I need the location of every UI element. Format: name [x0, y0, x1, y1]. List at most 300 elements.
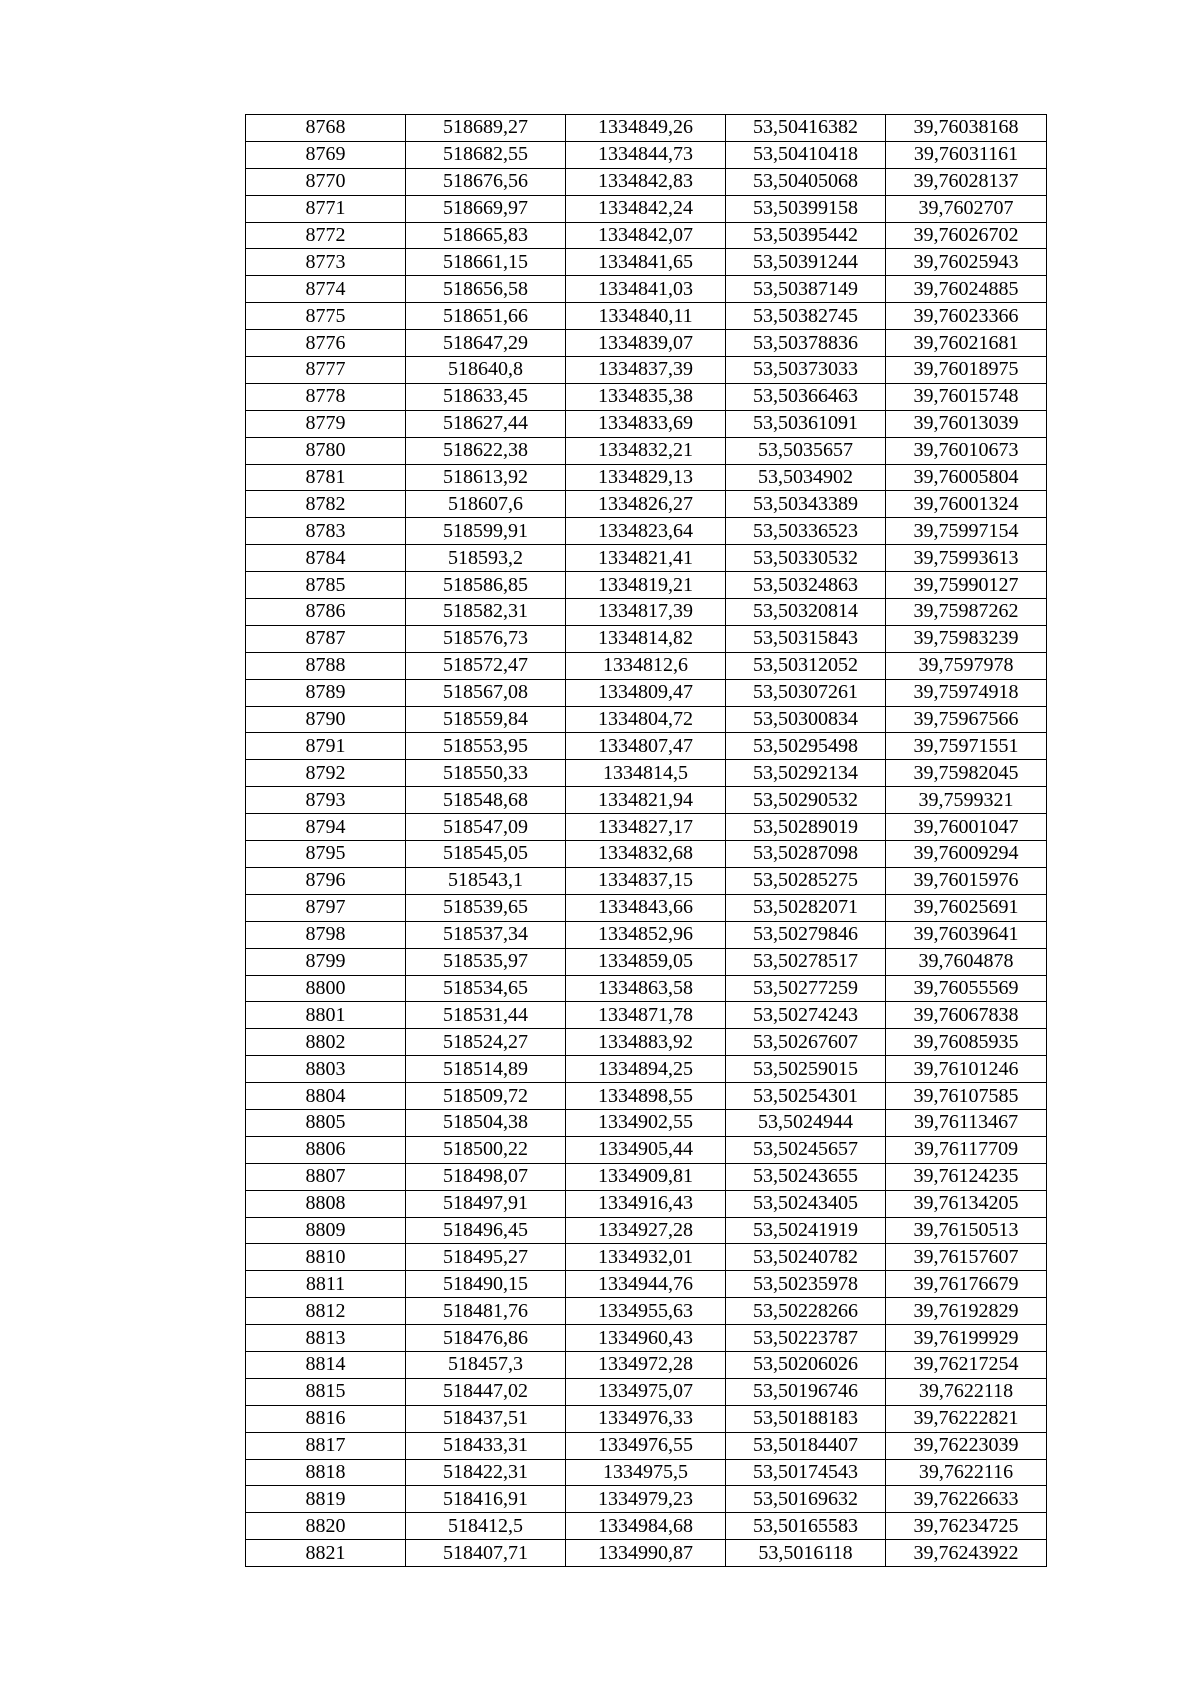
table-row	[246, 1432, 1047, 1459]
x-coordinate-cell: 518633,45	[406, 383, 566, 410]
latitude-cell: 53,50243405	[726, 1190, 886, 1217]
latitude-cell: 53,50391244	[726, 249, 886, 276]
longitude-cell: 39,76223039	[886, 1432, 1047, 1459]
longitude-cell: 39,76107585	[886, 1083, 1047, 1110]
y-coordinate-cell: 1334990,87	[566, 1540, 726, 1567]
latitude-cell: 53,50361091	[726, 410, 886, 437]
y-coordinate-cell: 1334976,55	[566, 1432, 726, 1459]
latitude-cell: 53,50287098	[726, 841, 886, 868]
x-coordinate-cell: 518582,31	[406, 599, 566, 626]
table-row	[246, 1109, 1047, 1136]
point-number-cell: 8784	[246, 545, 406, 572]
longitude-cell: 39,76015976	[886, 867, 1047, 894]
y-coordinate-cell: 1334894,25	[566, 1056, 726, 1083]
point-number-cell: 8821	[246, 1540, 406, 1567]
table-row	[246, 572, 1047, 599]
latitude-cell: 53,50330532	[726, 545, 886, 572]
x-coordinate-cell: 518586,85	[406, 572, 566, 599]
longitude-cell: 39,76039641	[886, 921, 1047, 948]
x-coordinate-cell: 518682,55	[406, 141, 566, 168]
table-row	[246, 410, 1047, 437]
point-number-cell: 8768	[246, 115, 406, 142]
y-coordinate-cell: 1334804,72	[566, 706, 726, 733]
table-row	[246, 1083, 1047, 1110]
point-number-cell: 8769	[246, 141, 406, 168]
latitude-cell: 53,50243655	[726, 1163, 886, 1190]
latitude-cell: 53,50169632	[726, 1486, 886, 1513]
table-row	[246, 1351, 1047, 1378]
longitude-cell: 39,76199929	[886, 1325, 1047, 1352]
longitude-cell: 39,76134205	[886, 1190, 1047, 1217]
table-row	[246, 168, 1047, 195]
longitude-cell: 39,76026702	[886, 222, 1047, 249]
longitude-cell: 39,75987262	[886, 599, 1047, 626]
table-row	[246, 383, 1047, 410]
point-number-cell: 8770	[246, 168, 406, 195]
latitude-cell: 53,50165583	[726, 1513, 886, 1540]
latitude-cell: 53,50399158	[726, 195, 886, 222]
point-number-cell: 8804	[246, 1083, 406, 1110]
y-coordinate-cell: 1334809,47	[566, 679, 726, 706]
table-row	[246, 276, 1047, 303]
table-row	[246, 1056, 1047, 1083]
y-coordinate-cell: 1334842,83	[566, 168, 726, 195]
table-row	[246, 1405, 1047, 1432]
x-coordinate-cell: 518537,34	[406, 921, 566, 948]
y-coordinate-cell: 1334837,15	[566, 867, 726, 894]
longitude-cell: 39,76101246	[886, 1056, 1047, 1083]
latitude-cell: 53,50223787	[726, 1325, 886, 1352]
x-coordinate-cell: 518567,08	[406, 679, 566, 706]
latitude-cell: 53,50241919	[726, 1217, 886, 1244]
point-number-cell: 8781	[246, 464, 406, 491]
x-coordinate-cell: 518437,51	[406, 1405, 566, 1432]
point-number-cell: 8792	[246, 760, 406, 787]
x-coordinate-cell: 518661,15	[406, 249, 566, 276]
latitude-cell: 53,50290532	[726, 787, 886, 814]
latitude-cell: 53,50312052	[726, 652, 886, 679]
y-coordinate-cell: 1334927,28	[566, 1217, 726, 1244]
table-row	[246, 1298, 1047, 1325]
x-coordinate-cell: 518524,27	[406, 1029, 566, 1056]
longitude-cell: 39,7622118	[886, 1378, 1047, 1405]
point-number-cell: 8785	[246, 572, 406, 599]
x-coordinate-cell: 518490,15	[406, 1271, 566, 1298]
y-coordinate-cell: 1334909,81	[566, 1163, 726, 1190]
y-coordinate-cell: 1334849,26	[566, 115, 726, 142]
x-coordinate-cell: 518559,84	[406, 706, 566, 733]
table-row	[246, 1163, 1047, 1190]
longitude-cell: 39,7602707	[886, 195, 1047, 222]
table-row	[246, 491, 1047, 518]
x-coordinate-cell: 518547,09	[406, 814, 566, 841]
latitude-cell: 53,50254301	[726, 1083, 886, 1110]
point-number-cell: 8811	[246, 1271, 406, 1298]
table-row	[246, 437, 1047, 464]
table-row	[246, 1002, 1047, 1029]
table-row	[246, 195, 1047, 222]
latitude-cell: 53,50300834	[726, 706, 886, 733]
x-coordinate-cell: 518496,45	[406, 1217, 566, 1244]
x-coordinate-cell: 518613,92	[406, 464, 566, 491]
point-number-cell: 8790	[246, 706, 406, 733]
longitude-cell: 39,76192829	[886, 1298, 1047, 1325]
point-number-cell: 8816	[246, 1405, 406, 1432]
x-coordinate-cell: 518656,58	[406, 276, 566, 303]
x-coordinate-cell: 518481,76	[406, 1298, 566, 1325]
x-coordinate-cell: 518545,05	[406, 841, 566, 868]
longitude-cell: 39,76226633	[886, 1486, 1047, 1513]
x-coordinate-cell: 518572,47	[406, 652, 566, 679]
latitude-cell: 53,50373033	[726, 357, 886, 384]
latitude-cell: 53,50267607	[726, 1029, 886, 1056]
latitude-cell: 53,50343389	[726, 491, 886, 518]
longitude-cell: 39,76243922	[886, 1540, 1047, 1567]
longitude-cell: 39,76150513	[886, 1217, 1047, 1244]
y-coordinate-cell: 1334839,07	[566, 330, 726, 357]
latitude-cell: 53,50307261	[726, 679, 886, 706]
table-row	[246, 948, 1047, 975]
x-coordinate-cell: 518593,2	[406, 545, 566, 572]
table-row	[246, 652, 1047, 679]
table-row	[246, 1325, 1047, 1352]
point-number-cell: 8812	[246, 1298, 406, 1325]
latitude-cell: 53,50285275	[726, 867, 886, 894]
point-number-cell: 8794	[246, 814, 406, 841]
x-coordinate-cell: 518457,3	[406, 1351, 566, 1378]
latitude-cell: 53,50416382	[726, 115, 886, 142]
latitude-cell: 53,50277259	[726, 975, 886, 1002]
point-number-cell: 8788	[246, 652, 406, 679]
point-number-cell: 8807	[246, 1163, 406, 1190]
y-coordinate-cell: 1334835,38	[566, 383, 726, 410]
point-number-cell: 8806	[246, 1136, 406, 1163]
point-number-cell: 8810	[246, 1244, 406, 1271]
y-coordinate-cell: 1334814,5	[566, 760, 726, 787]
y-coordinate-cell: 1334823,64	[566, 518, 726, 545]
latitude-cell: 53,50235978	[726, 1271, 886, 1298]
x-coordinate-cell: 518476,86	[406, 1325, 566, 1352]
longitude-cell: 39,76001324	[886, 491, 1047, 518]
longitude-cell: 39,76222821	[886, 1405, 1047, 1432]
latitude-cell: 53,50336523	[726, 518, 886, 545]
table-row	[246, 115, 1047, 142]
latitude-cell: 53,5034902	[726, 464, 886, 491]
longitude-cell: 39,76117709	[886, 1136, 1047, 1163]
longitude-cell: 39,75971551	[886, 733, 1047, 760]
point-number-cell: 8795	[246, 841, 406, 868]
table-row	[246, 545, 1047, 572]
y-coordinate-cell: 1334807,47	[566, 733, 726, 760]
y-coordinate-cell: 1334812,6	[566, 652, 726, 679]
table-row	[246, 841, 1047, 868]
longitude-cell: 39,76021681	[886, 330, 1047, 357]
x-coordinate-cell: 518422,31	[406, 1459, 566, 1486]
x-coordinate-cell: 518647,29	[406, 330, 566, 357]
x-coordinate-cell: 518531,44	[406, 1002, 566, 1029]
longitude-cell: 39,76124235	[886, 1163, 1047, 1190]
longitude-cell: 39,75967566	[886, 706, 1047, 733]
x-coordinate-cell: 518576,73	[406, 625, 566, 652]
x-coordinate-cell: 518504,38	[406, 1109, 566, 1136]
point-number-cell: 8793	[246, 787, 406, 814]
table-row	[246, 1271, 1047, 1298]
longitude-cell: 39,75983239	[886, 625, 1047, 652]
table-row	[246, 1378, 1047, 1405]
x-coordinate-cell: 518535,97	[406, 948, 566, 975]
point-number-cell: 8808	[246, 1190, 406, 1217]
point-number-cell: 8803	[246, 1056, 406, 1083]
x-coordinate-cell: 518497,91	[406, 1190, 566, 1217]
table-row	[246, 625, 1047, 652]
x-coordinate-cell: 518500,22	[406, 1136, 566, 1163]
longitude-cell: 39,76025691	[886, 894, 1047, 921]
table-row	[246, 921, 1047, 948]
y-coordinate-cell: 1334905,44	[566, 1136, 726, 1163]
latitude-cell: 53,50196746	[726, 1378, 886, 1405]
y-coordinate-cell: 1334821,94	[566, 787, 726, 814]
latitude-cell: 53,50324863	[726, 572, 886, 599]
point-number-cell: 8819	[246, 1486, 406, 1513]
x-coordinate-cell: 518447,02	[406, 1378, 566, 1405]
x-coordinate-cell: 518627,44	[406, 410, 566, 437]
y-coordinate-cell: 1334979,23	[566, 1486, 726, 1513]
longitude-cell: 39,76067838	[886, 1002, 1047, 1029]
point-number-cell: 8779	[246, 410, 406, 437]
y-coordinate-cell: 1334840,11	[566, 303, 726, 330]
longitude-cell: 39,76113467	[886, 1109, 1047, 1136]
point-number-cell: 8771	[246, 195, 406, 222]
latitude-cell: 53,50315843	[726, 625, 886, 652]
y-coordinate-cell: 1334932,01	[566, 1244, 726, 1271]
latitude-cell: 53,50188183	[726, 1405, 886, 1432]
x-coordinate-cell: 518651,66	[406, 303, 566, 330]
y-coordinate-cell: 1334902,55	[566, 1109, 726, 1136]
x-coordinate-cell: 518676,56	[406, 168, 566, 195]
longitude-cell: 39,76010673	[886, 437, 1047, 464]
latitude-cell: 53,50278517	[726, 948, 886, 975]
x-coordinate-cell: 518407,71	[406, 1540, 566, 1567]
y-coordinate-cell: 1334837,39	[566, 357, 726, 384]
table-row	[246, 1136, 1047, 1163]
y-coordinate-cell: 1334832,68	[566, 841, 726, 868]
point-number-cell: 8774	[246, 276, 406, 303]
longitude-cell: 39,76023366	[886, 303, 1047, 330]
point-number-cell: 8802	[246, 1029, 406, 1056]
table-row	[246, 249, 1047, 276]
y-coordinate-cell: 1334972,28	[566, 1351, 726, 1378]
x-coordinate-cell: 518514,89	[406, 1056, 566, 1083]
latitude-cell: 53,50292134	[726, 760, 886, 787]
y-coordinate-cell: 1334944,76	[566, 1271, 726, 1298]
longitude-cell: 39,76031161	[886, 141, 1047, 168]
table-row	[246, 1244, 1047, 1271]
table-row	[246, 599, 1047, 626]
x-coordinate-cell: 518534,65	[406, 975, 566, 1002]
point-number-cell: 8783	[246, 518, 406, 545]
table-row	[246, 760, 1047, 787]
x-coordinate-cell: 518607,6	[406, 491, 566, 518]
longitude-cell: 39,76018975	[886, 357, 1047, 384]
y-coordinate-cell: 1334821,41	[566, 545, 726, 572]
point-number-cell: 8800	[246, 975, 406, 1002]
longitude-cell: 39,75982045	[886, 760, 1047, 787]
longitude-cell: 39,76005804	[886, 464, 1047, 491]
x-coordinate-cell: 518495,27	[406, 1244, 566, 1271]
x-coordinate-cell: 518599,91	[406, 518, 566, 545]
table-row	[246, 518, 1047, 545]
longitude-cell: 39,75997154	[886, 518, 1047, 545]
y-coordinate-cell: 1334975,07	[566, 1378, 726, 1405]
table-row	[246, 1190, 1047, 1217]
point-number-cell: 8786	[246, 599, 406, 626]
latitude-cell: 53,50395442	[726, 222, 886, 249]
point-number-cell: 8787	[246, 625, 406, 652]
point-number-cell: 8809	[246, 1217, 406, 1244]
longitude-cell: 39,76085935	[886, 1029, 1047, 1056]
point-number-cell: 8797	[246, 894, 406, 921]
y-coordinate-cell: 1334817,39	[566, 599, 726, 626]
latitude-cell: 53,50184407	[726, 1432, 886, 1459]
point-number-cell: 8773	[246, 249, 406, 276]
latitude-cell: 53,5035657	[726, 437, 886, 464]
x-coordinate-cell: 518640,8	[406, 357, 566, 384]
point-number-cell: 8815	[246, 1378, 406, 1405]
x-coordinate-cell: 518416,91	[406, 1486, 566, 1513]
longitude-cell: 39,76217254	[886, 1351, 1047, 1378]
table-row	[246, 222, 1047, 249]
table-row	[246, 975, 1047, 1002]
latitude-cell: 53,50174543	[726, 1459, 886, 1486]
y-coordinate-cell: 1334842,24	[566, 195, 726, 222]
table-row	[246, 1459, 1047, 1486]
table-row	[246, 894, 1047, 921]
table-row	[246, 733, 1047, 760]
longitude-cell: 39,75974918	[886, 679, 1047, 706]
table-row	[246, 1217, 1047, 1244]
y-coordinate-cell: 1334916,43	[566, 1190, 726, 1217]
latitude-cell: 53,50228266	[726, 1298, 886, 1325]
y-coordinate-cell: 1334976,33	[566, 1405, 726, 1432]
y-coordinate-cell: 1334883,92	[566, 1029, 726, 1056]
y-coordinate-cell: 1334832,21	[566, 437, 726, 464]
point-number-cell: 8780	[246, 437, 406, 464]
point-number-cell: 8814	[246, 1351, 406, 1378]
y-coordinate-cell: 1334844,73	[566, 141, 726, 168]
point-number-cell: 8817	[246, 1432, 406, 1459]
longitude-cell: 39,76055569	[886, 975, 1047, 1002]
latitude-cell: 53,50382745	[726, 303, 886, 330]
table-row	[246, 1513, 1047, 1540]
point-number-cell: 8801	[246, 1002, 406, 1029]
longitude-cell: 39,7597978	[886, 652, 1047, 679]
table-row	[246, 787, 1047, 814]
longitude-cell: 39,76038168	[886, 115, 1047, 142]
latitude-cell: 53,50274243	[726, 1002, 886, 1029]
y-coordinate-cell: 1334841,03	[566, 276, 726, 303]
table-row	[246, 1486, 1047, 1513]
x-coordinate-cell: 518553,95	[406, 733, 566, 760]
longitude-cell: 39,7599321	[886, 787, 1047, 814]
latitude-cell: 53,50320814	[726, 599, 886, 626]
y-coordinate-cell: 1334826,27	[566, 491, 726, 518]
y-coordinate-cell: 1334841,65	[566, 249, 726, 276]
latitude-cell: 53,5024944	[726, 1109, 886, 1136]
y-coordinate-cell: 1334829,13	[566, 464, 726, 491]
latitude-cell: 53,50378836	[726, 330, 886, 357]
y-coordinate-cell: 1334852,96	[566, 921, 726, 948]
x-coordinate-cell: 518669,97	[406, 195, 566, 222]
y-coordinate-cell: 1334814,82	[566, 625, 726, 652]
point-number-cell: 8796	[246, 867, 406, 894]
longitude-cell: 39,76157607	[886, 1244, 1047, 1271]
y-coordinate-cell: 1334955,63	[566, 1298, 726, 1325]
latitude-cell: 53,50410418	[726, 141, 886, 168]
point-number-cell: 8791	[246, 733, 406, 760]
y-coordinate-cell: 1334898,55	[566, 1083, 726, 1110]
latitude-cell: 53,50282071	[726, 894, 886, 921]
point-number-cell: 8777	[246, 357, 406, 384]
table-row	[246, 303, 1047, 330]
longitude-cell: 39,76176679	[886, 1271, 1047, 1298]
x-coordinate-cell: 518622,38	[406, 437, 566, 464]
longitude-cell: 39,76001047	[886, 814, 1047, 841]
y-coordinate-cell: 1334863,58	[566, 975, 726, 1002]
x-coordinate-cell: 518412,5	[406, 1513, 566, 1540]
latitude-cell: 53,50245657	[726, 1136, 886, 1163]
point-number-cell: 8772	[246, 222, 406, 249]
longitude-cell: 39,7604878	[886, 948, 1047, 975]
table-row	[246, 706, 1047, 733]
y-coordinate-cell: 1334842,07	[566, 222, 726, 249]
table-row	[246, 1029, 1047, 1056]
latitude-cell: 53,5016118	[726, 1540, 886, 1567]
y-coordinate-cell: 1334843,66	[566, 894, 726, 921]
latitude-cell: 53,50366463	[726, 383, 886, 410]
point-number-cell: 8782	[246, 491, 406, 518]
longitude-cell: 39,76028137	[886, 168, 1047, 195]
longitude-cell: 39,76009294	[886, 841, 1047, 868]
x-coordinate-cell: 518509,72	[406, 1083, 566, 1110]
longitude-cell: 39,76013039	[886, 410, 1047, 437]
point-number-cell: 8775	[246, 303, 406, 330]
longitude-cell: 39,75993613	[886, 545, 1047, 572]
longitude-cell: 39,76234725	[886, 1513, 1047, 1540]
coordinates-table-body	[246, 115, 1047, 1567]
table-row	[246, 679, 1047, 706]
point-number-cell: 8805	[246, 1109, 406, 1136]
table-row	[246, 1540, 1047, 1567]
table-row	[246, 464, 1047, 491]
point-number-cell: 8776	[246, 330, 406, 357]
longitude-cell: 39,76025943	[886, 249, 1047, 276]
coordinates-table	[245, 114, 1047, 1567]
y-coordinate-cell: 1334859,05	[566, 948, 726, 975]
point-number-cell: 8789	[246, 679, 406, 706]
y-coordinate-cell: 1334975,5	[566, 1459, 726, 1486]
table-row	[246, 814, 1047, 841]
x-coordinate-cell: 518498,07	[406, 1163, 566, 1190]
x-coordinate-cell: 518433,31	[406, 1432, 566, 1459]
y-coordinate-cell: 1334960,43	[566, 1325, 726, 1352]
longitude-cell: 39,76015748	[886, 383, 1047, 410]
point-number-cell: 8778	[246, 383, 406, 410]
y-coordinate-cell: 1334827,17	[566, 814, 726, 841]
y-coordinate-cell: 1334871,78	[566, 1002, 726, 1029]
latitude-cell: 53,50295498	[726, 733, 886, 760]
point-number-cell: 8798	[246, 921, 406, 948]
x-coordinate-cell: 518689,27	[406, 115, 566, 142]
